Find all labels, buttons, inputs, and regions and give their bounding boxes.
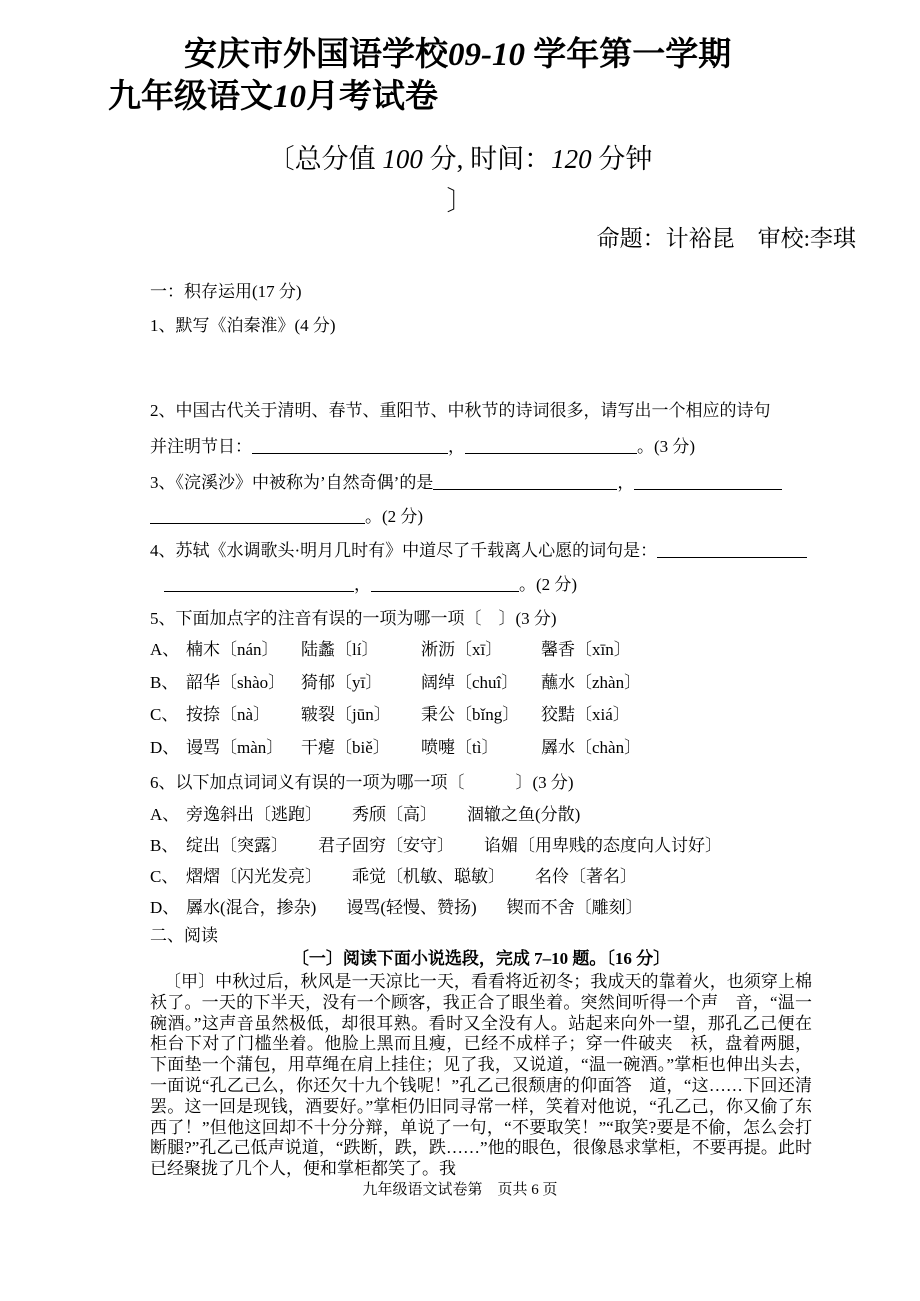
option-term: 君子固穷〔安守〕 (318, 836, 454, 855)
paper-subtitle (0, 138, 920, 222)
option-term: 皲裂〔jūn〕 (301, 705, 391, 724)
total-score: 100 (382, 144, 423, 174)
title-year: 09-10 (448, 37, 525, 73)
option-term: 锲而不舍〔雕刻〕 (506, 898, 643, 917)
question-6-option-a (150, 799, 812, 830)
subtitle-line1 (0, 138, 920, 180)
option-term: 熠熠〔闪光发亮〕 (186, 867, 322, 886)
option-term: 楠木〔nán〕 (186, 640, 279, 659)
question-5-option-b (150, 667, 812, 700)
question-5-stem: 5、下面加点字的注音有误的一项为哪一项〔 〕(3 分) (150, 609, 557, 628)
question-3-points: 。(2 分) (365, 507, 424, 526)
answer-blank (433, 474, 617, 490)
question-6-stem: 6、以下加点词词义有误的一项为哪一项〔 〕(3 分) (150, 773, 574, 792)
paper-title-line2 (108, 76, 830, 118)
option-term: 猗郁〔yī〕 (301, 672, 383, 692)
question-6-option-c (150, 861, 812, 892)
question-2-line2 (150, 432, 812, 462)
question-5-option-d (150, 732, 812, 765)
option-label: C、 (150, 705, 179, 724)
option-term: 按捺〔nà〕 (186, 705, 271, 724)
comma: ， (448, 437, 465, 456)
option-term: 韶华〔shào〕 (186, 672, 286, 692)
paper-title (108, 34, 830, 118)
option-term: 旁逸斜出〔逃跑〕 (186, 805, 322, 824)
question-5-option-a (150, 634, 812, 667)
comma: ， (617, 473, 635, 492)
section2-subheading: 〔一〕阅读下面小说选段，完成 7–10 题。〔16 分〕 (291, 949, 671, 968)
subtitle-close-bracket: 〕 (446, 186, 474, 216)
subtitle-open: 〔总分值 (267, 144, 383, 174)
option-term: 名伶〔著名〕 (535, 867, 637, 886)
paper-title-line1 (108, 34, 830, 76)
option-label: D、 (150, 898, 180, 917)
question-2-points: 。(3 分) (637, 437, 696, 456)
reading-passage: 〔甲〕中秋过后，秋风是一天凉比一天，看看将近初冬；我成天的靠着火，也须穿上棉袄了。一天的下半天，没有一个顾客，我正合了眼坐着。突然间听得一个声 音，“温一碗酒。”这声音虽然极低，却很耳熟。看时又全没有人。站起来向外一望，那孔乙己便在柜台下对了门槛坐着。他脸上黑而且瘦，已经不成样子；穿一件破夹 袄，盘着两腿，下面垫一个蒲包，用草绳在肩上挂住；见了我，又说道，“温一碗酒。”掌柜也伸出头去，一面说“孔乙己么，你还欠十九个钱呢！”孔乙己很颓唐的仰面答 道，“这……下回还清罢。这一回是现钱，酒要好。”掌柜仍旧同寻常一样，笑着对他说，“孔乙己，你又偷了东西了！”但他这回却不十分分辩，单说了一句，“不要取笑！”“取笑?要是不偷，怎么会打断腿?”孔乙己低声说道，“跌断，跌，跌……”他的眼色，很像恳求掌柜，不要再提。此时已经聚拢了几个人，便和掌柜都笑了。我 (150, 972, 812, 1179)
time-limit: 120 (551, 144, 592, 174)
question-4-line1 (150, 536, 812, 566)
option-term: 绽出〔突露〕 (186, 836, 288, 855)
option-label: A、 (150, 640, 180, 659)
question-4-prefix: 4、苏轼《水调歌头·明月几时有》中道尽了千载离人心愿的词句是： (150, 541, 658, 560)
authors-line: 命题：计裕昆 审校:李琪 (596, 226, 856, 251)
question-1: 1、默写《泊秦淮》(4 分) (150, 316, 336, 335)
answer-blank (164, 576, 354, 592)
question-3-line2 (150, 502, 812, 532)
title-rest: 月考试卷 (306, 79, 438, 115)
option-label: B、 (150, 836, 179, 855)
exam-body (150, 278, 812, 1180)
option-term: 涸辙之鱼(分散) (467, 805, 581, 824)
option-term: 谩骂(轻慢、赞扬) (346, 898, 477, 917)
option-term: 谩骂〔màn〕 (186, 737, 284, 757)
option-term: 狡黠〔xiá〕 (541, 705, 630, 724)
question-4-points: 。(2 分) (519, 575, 578, 594)
option-term: 秉公〔bǐng〕 (421, 705, 520, 724)
comma: ， (354, 575, 371, 594)
question-3-prefix: 3、《浣溪沙》中被称为’自然奇偶’的是 (150, 473, 434, 492)
question-2-prefix: 并注明节日： (150, 437, 252, 456)
subtitle-unit: 分钟 (591, 144, 653, 174)
option-term: 喷嚏〔tì〕 (421, 737, 499, 757)
option-term: 干瘪〔biě〕 (301, 737, 390, 757)
question-2-line1: 2、中国古代关于清明、春节、重阳节、中秋节的诗词很多，请写出一个相应的诗句 (150, 401, 771, 420)
option-term: 陆蠡〔lí〕 (301, 640, 379, 659)
question-4-line2 (150, 570, 812, 600)
option-label: D、 (150, 737, 180, 757)
answer-blank (465, 438, 637, 454)
title-school-name: 安庆市外国语学校 (184, 37, 448, 73)
section1-heading: 一：积存运用(17 分) (150, 282, 302, 301)
option-term: 谄媚〔用卑贱的态度向人讨好〕 (484, 836, 722, 855)
option-term: 乖觉〔机敏、聪敏〕 (352, 867, 505, 886)
option-term: 阔绰〔chuî〕 (421, 672, 519, 692)
answer-blank (150, 508, 365, 524)
question-6-option-d (150, 892, 812, 923)
page-footer: 九年级语文试卷第 页共 6 页 (362, 1182, 558, 1198)
option-term: 羼水(混合，掺杂) (186, 898, 317, 917)
option-term: 羼水〔chàn〕 (541, 737, 642, 757)
option-term: 淅沥〔xī〕 (421, 640, 503, 659)
subtitle-mid: 分, 时间： (422, 144, 552, 174)
option-term: 蘸水〔zhàn〕 (541, 672, 642, 692)
section2-heading: 二、阅读 (150, 926, 218, 945)
question-6-option-b (150, 830, 812, 861)
option-term: 秀颀〔高〕 (352, 805, 437, 824)
title-term: 学年第一学期 (525, 37, 732, 73)
option-term: 馨香〔xīn〕 (541, 640, 631, 659)
question-5-option-c (150, 699, 812, 732)
answer-blank (634, 474, 782, 490)
option-label: B、 (150, 672, 179, 692)
title-grade: 九年级语文 (108, 79, 273, 115)
question-3-line1 (150, 468, 812, 498)
answer-blank (657, 542, 807, 558)
option-label: C、 (150, 867, 179, 886)
option-label: A、 (150, 805, 180, 824)
title-month: 10 (273, 79, 306, 115)
answer-blank (371, 576, 519, 592)
answer-blank (252, 438, 448, 454)
